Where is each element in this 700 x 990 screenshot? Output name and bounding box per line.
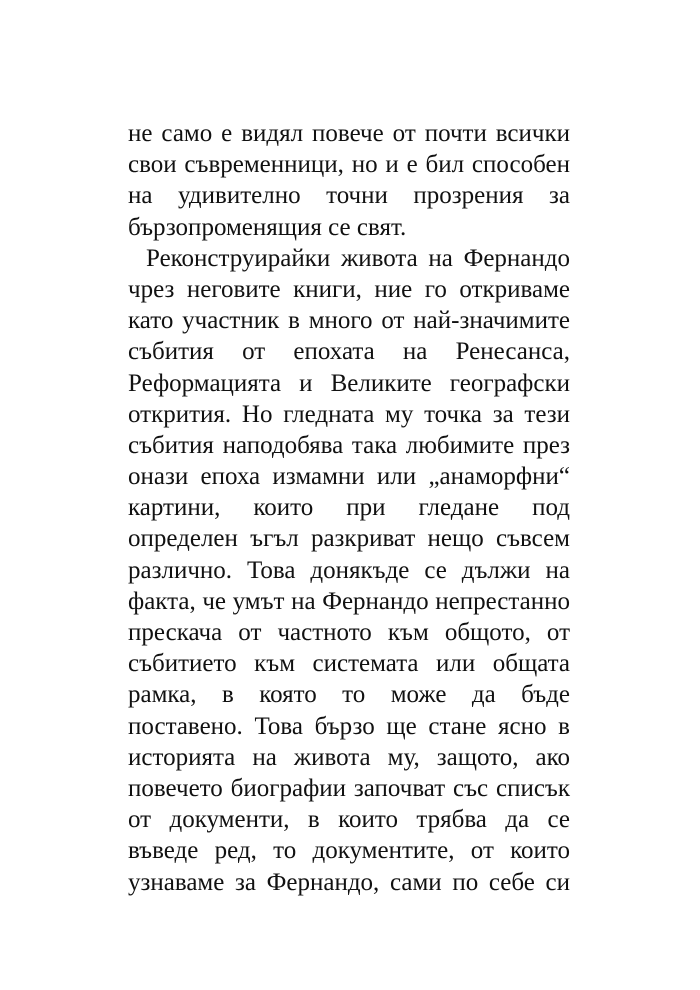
paragraph	[128, 243, 570, 898]
paragraph	[128, 118, 570, 243]
text-line: различно. Това донякъде се дължи на	[128, 556, 570, 584]
text-line: като участник в много от най-значимите	[128, 307, 570, 335]
text-line: рамка, в която то може да бъде	[128, 681, 570, 709]
text-line: въведе ред, то документите, от които	[128, 837, 570, 865]
text-line: определен ъгъл разкриват нещо съвсем	[128, 525, 570, 553]
text-line: събитието към системата или общата	[128, 650, 570, 678]
text-line: открития. Но гледната му точка за тези	[128, 400, 570, 428]
text-line: онази епоха измамни или „анаморфни“	[128, 463, 570, 491]
text-line: събития наподобява така любимите през	[128, 431, 570, 459]
text-line: повечето биографии започват със списък	[128, 774, 570, 802]
text-line: историята на живота му, защото, ако	[128, 743, 570, 771]
text-line: събития от епохата на Ренесанса,	[128, 338, 570, 366]
text-line: от документи, в които трябва да се	[128, 806, 570, 834]
text-line: поставено. Това бързо ще стане ясно в	[128, 712, 570, 740]
text-line: Реконструирайки живота на Фернандо	[146, 244, 570, 272]
text-line: Реформацията и Великите географски	[128, 369, 570, 397]
text-line: прескача от частното към общото, от	[128, 619, 570, 646]
text-line: узнаваме за Фернандо, сами по себе си	[128, 868, 570, 896]
text-line: картини, които при гледане под	[128, 494, 570, 522]
text-line: бързопроменящия се свят.	[128, 213, 407, 241]
text-line: на удивително точни прозрения за	[128, 182, 570, 210]
body-text	[128, 118, 570, 898]
text-line: факта, че умът на Фернандо непрестанно	[128, 587, 570, 615]
text-line: свои съвременници, но и е бил способен	[128, 151, 570, 179]
text-line: чрез неговите книги, ние го откриваме	[128, 275, 570, 303]
text-line: не само е видял повече от почти всички	[128, 120, 570, 147]
